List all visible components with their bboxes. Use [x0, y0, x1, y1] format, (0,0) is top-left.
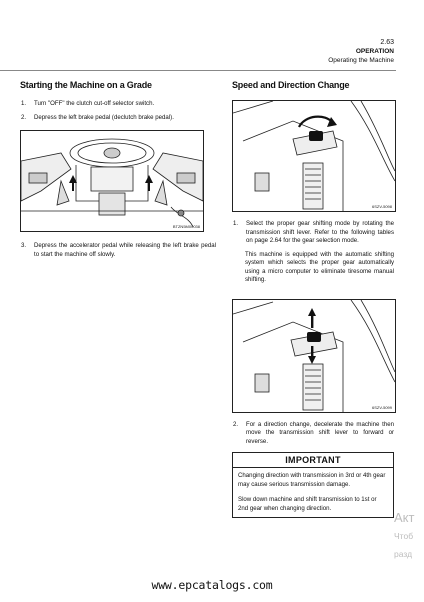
cab-pedals-drawing [21, 131, 203, 231]
important-notice [232, 452, 394, 518]
step-text: Depress the accelerator pedal while releasing the left brake pedal to start the machine off slowly. [34, 242, 216, 258]
important-body [233, 468, 393, 517]
left-step-2 [20, 114, 216, 123]
step-text: Turn "OFF" the clutch cut-off selector switch. [34, 100, 155, 107]
important-title: IMPORTANT [233, 453, 393, 468]
shift-lever-illustration-1 [232, 100, 396, 212]
step-text: Depress the left brake pedal (declutch brake pedal). [34, 113, 174, 121]
right-step-2 [232, 421, 394, 447]
important-paragraph: Slow down machine and shift transmission to 1st or 2nd gear when changing direction. [238, 496, 377, 512]
header-rule [0, 70, 396, 71]
step-text: Select the proper gear shifting mode by rotating the transmission shift lever. Refer to the following tables on page 2.64 for the gear selection mode. [246, 220, 394, 244]
left-step-1 [20, 100, 216, 109]
step-number: 1. [21, 100, 27, 107]
right-step-1 [232, 220, 394, 246]
figure-code: 6SZV-5099 [371, 404, 392, 410]
step-number: 2. [21, 113, 27, 121]
footer-url[interactable]: www.epcatalogs.com [151, 578, 273, 592]
important-paragraph: Changing direction with transmission in 3rd or 4th gear may cause serious transmission damage. [238, 472, 386, 488]
left-section-title: Starting the Machine on a Grade [20, 80, 152, 90]
section-title: OPERATION [355, 48, 394, 55]
step-number: 2. [233, 420, 239, 428]
shift-lever-illustration-2 [232, 299, 396, 413]
shift-lever-direction-drawing [233, 300, 395, 412]
step-text: For a direction change, decelerate the machine then move the transmission shift lever to forward or reverse. [246, 420, 394, 445]
step-number: 3. [21, 242, 27, 249]
page-number: 2.63 [380, 39, 394, 46]
step-number: 1. [233, 220, 239, 227]
watermark-line: Акт [394, 510, 415, 525]
left-step-3 [20, 242, 216, 259]
figure-code: BTZN5M00038 [172, 224, 200, 229]
watermark-line: разд [394, 549, 413, 559]
right-section-title: Speed and Direction Change [232, 80, 350, 90]
left-column [20, 80, 216, 264]
pedal-illustration [20, 130, 204, 232]
shift-lever-rotate-drawing [233, 101, 395, 211]
page-header [328, 38, 394, 65]
subsection-title: Operating the Machine [328, 57, 394, 64]
watermark-line: Чтоб [394, 531, 414, 541]
auto-shift-note: This machine is equipped with the automatic shifting system which selects the proper gear automatically using a micro computer to eliminate tiresome manual shifting. [245, 250, 394, 283]
figure-code: 6SZV-5098 [371, 204, 392, 209]
right-column [232, 80, 394, 518]
